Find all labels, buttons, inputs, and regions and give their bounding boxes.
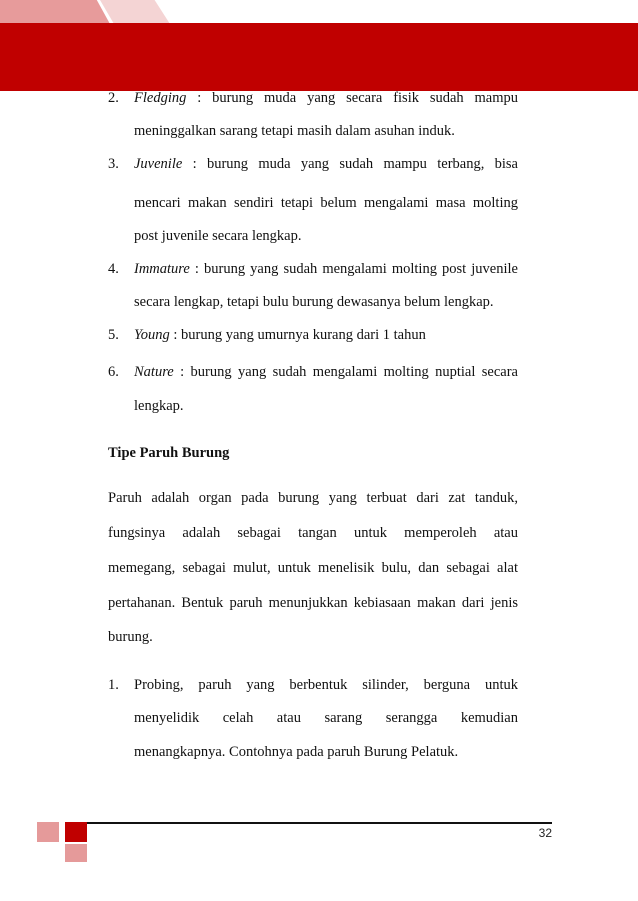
paragraph-line: fungsinya adalah sebagai tangan untuk memperoleh atau [108, 525, 518, 541]
section-heading: Tipe Paruh Burung [108, 445, 230, 461]
paragraph-line: Paruh adalah organ pada burung yang terbuat dari zat tanduk, [108, 490, 518, 506]
list-item-term: Young [134, 327, 170, 343]
list-item-number: 6. [108, 364, 119, 380]
list-item-line: menyelidik celah atau sarang serangga kemudian [134, 710, 518, 726]
header-band [0, 23, 638, 91]
header-tab-shape-light [100, 0, 170, 24]
list-item-line: Fledging : burung muda yang secara fisik sudah mampu [134, 90, 518, 106]
footer-rule [87, 822, 552, 824]
list-item-term: Immature [134, 261, 190, 277]
list-item-term: Nature [134, 364, 174, 380]
list-item-line: Nature : burung yang sudah mengalami molting nuptial secara [134, 364, 518, 380]
list-item-number: 1. [108, 677, 119, 693]
list-item-number: 5. [108, 327, 119, 343]
list-item-number: 4. [108, 261, 119, 277]
list-item-line: secara lengkap, tetapi bulu burung dewasanya belum lengkap. [134, 294, 494, 310]
header-tab-shape [0, 0, 110, 24]
footer-square-light [37, 822, 59, 842]
list-item-line: lengkap. [134, 398, 184, 414]
list-item-term: Juvenile [134, 156, 183, 172]
list-item-line: Probing, paruh yang berbentuk silinder, berguna untuk [134, 677, 518, 693]
list-item-line: post juvenile secara lengkap. [134, 228, 302, 244]
list-item-number: 2. [108, 90, 119, 106]
list-item-line: mencari makan sendiri tetapi belum mengalami masa molting [134, 195, 518, 211]
paragraph-line: burung. [108, 629, 153, 645]
list-item-number: 3. [108, 156, 119, 172]
footer-square-light-bottom [65, 844, 87, 862]
page-number: 32 [538, 826, 552, 840]
paragraph-line: memegang, sebagai mulut, untuk menelisik bulu, dan sebagai alat [108, 560, 518, 576]
list-item-line: Young : burung yang umurnya kurang dari 1 tahun [134, 327, 426, 343]
list-item-line: meninggalkan sarang tetapi masih dalam asuhan induk. [134, 123, 455, 139]
paragraph-line: pertahanan. Bentuk paruh menunjukkan kebiasaan makan dari jenis [108, 595, 518, 611]
footer-square-red [65, 822, 87, 842]
list-item-term: Fledging [134, 90, 187, 106]
list-item-line: Juvenile : burung muda yang sudah mampu terbang, bisa [134, 156, 518, 172]
list-item-line: Immature : burung yang sudah mengalami molting post juvenile [134, 261, 518, 277]
list-item-line: menangkapnya. Contohnya pada paruh Burung Pelatuk. [134, 744, 459, 760]
